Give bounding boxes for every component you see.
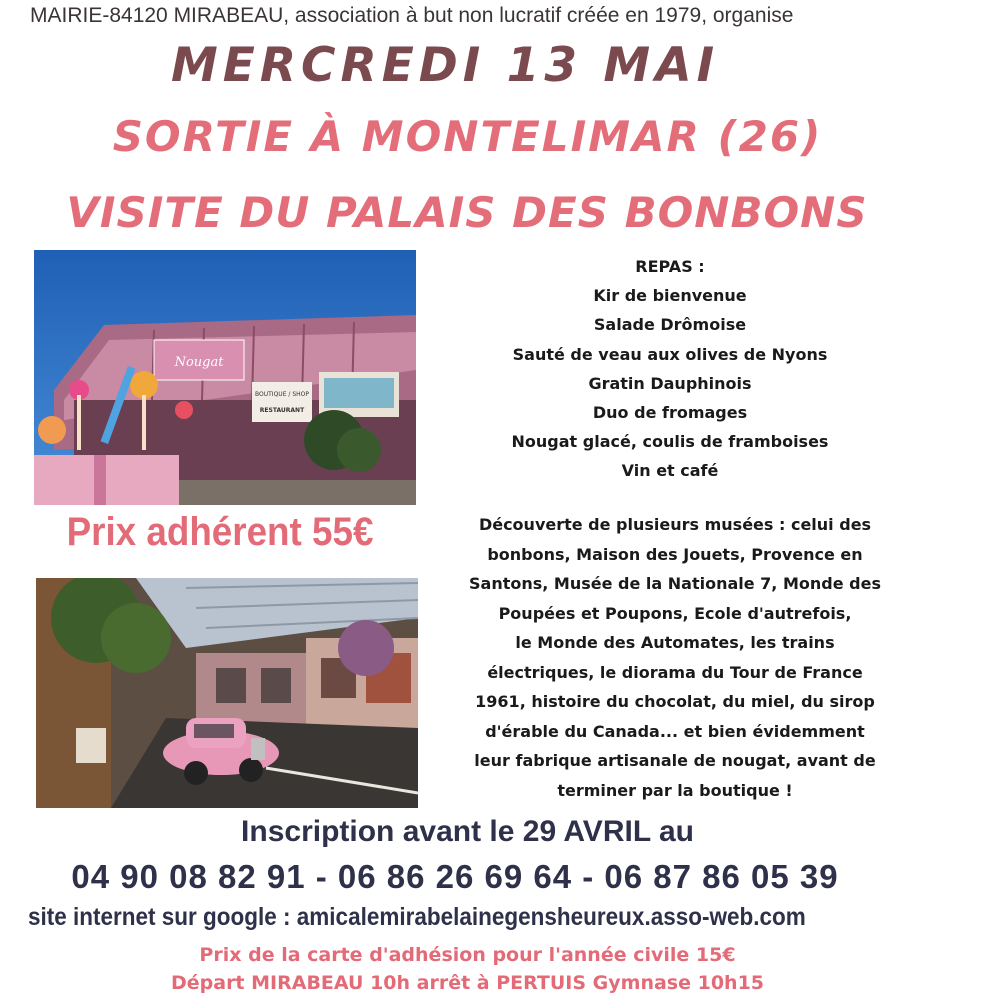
menu-item: Gratin Dauphinois	[588, 373, 752, 393]
event-date-title: MERCREDI 13 MAI	[170, 38, 720, 93]
member-price-label: Prix adhérent 55€	[66, 510, 374, 554]
nougat-sign-text: Nougat	[174, 355, 224, 370]
menu-title: REPAS :	[635, 257, 705, 276]
menu-item: Duo de fromages	[592, 402, 748, 422]
description-line: terminer par la boutique !	[557, 780, 793, 800]
menu-item: Nougat glacé, coulis de framboises	[511, 432, 829, 452]
description-line: électriques, le diorama du Tour de France	[487, 662, 863, 682]
menu-item: Sauté de veau aux olives de Nyons	[512, 344, 828, 364]
museum-street-photo	[36, 578, 418, 808]
menu-item: Vin et café	[621, 461, 719, 481]
event-outing-title: SORTIE À MONTELIMAR (26)	[112, 112, 823, 161]
palais-exterior-illustration	[34, 250, 416, 505]
website-line: site internet sur google : amicalemirabelainegensheureux.asso-web.com	[28, 903, 806, 931]
museum-street-illustration	[36, 578, 418, 808]
visit-description	[430, 510, 920, 805]
event-visit-title: VISITE DU PALAIS DES BONBONS	[66, 188, 868, 237]
menu-item: Salade Drômoise	[593, 315, 747, 335]
description-line: bonbons, Maison des Jouets, Provence en	[487, 544, 863, 564]
meal-menu	[440, 252, 900, 486]
shop-sign-text: BOUTIQUE / SHOP	[255, 391, 309, 398]
menu-item: Kir de bienvenue	[593, 286, 747, 306]
description-line: d'érable du Canada... et bien évidemment	[485, 721, 865, 741]
description-line: le Monde des Automates, les trains	[515, 633, 835, 652]
description-line: Découverte de plusieurs musées : celui des	[478, 515, 872, 534]
departure-info: Départ MIRABEAU 10h arrêt à PERTUIS Gymnase 10h15	[170, 972, 765, 994]
phone-numbers: 04 90 08 82 91 - 06 86 26 69 64 - 06 87 86 05 39	[71, 858, 839, 895]
description-line: Poupées et Poupons, Ecole d'autrefois,	[498, 603, 852, 623]
description-line: 1961, histoire du chocolat, du miel, du sirop	[475, 692, 875, 711]
organizer-line: MAIRIE-84120 MIRABEAU, association à but non lucratif créée en 1979, organise	[30, 4, 794, 27]
restaurant-sign-text: RESTAURANT	[259, 407, 305, 414]
description-line: Santons, Musée de la Nationale 7, Monde des	[469, 574, 881, 593]
membership-price: Prix de la carte d'adhésion pour l'année civile 15€	[199, 944, 736, 966]
registration-deadline: Inscription avant le 29 AVRIL au	[241, 815, 694, 848]
palais-des-bonbons-photo	[34, 250, 416, 505]
description-line: leur fabrique artisanale de nougat, avant de	[474, 751, 876, 770]
